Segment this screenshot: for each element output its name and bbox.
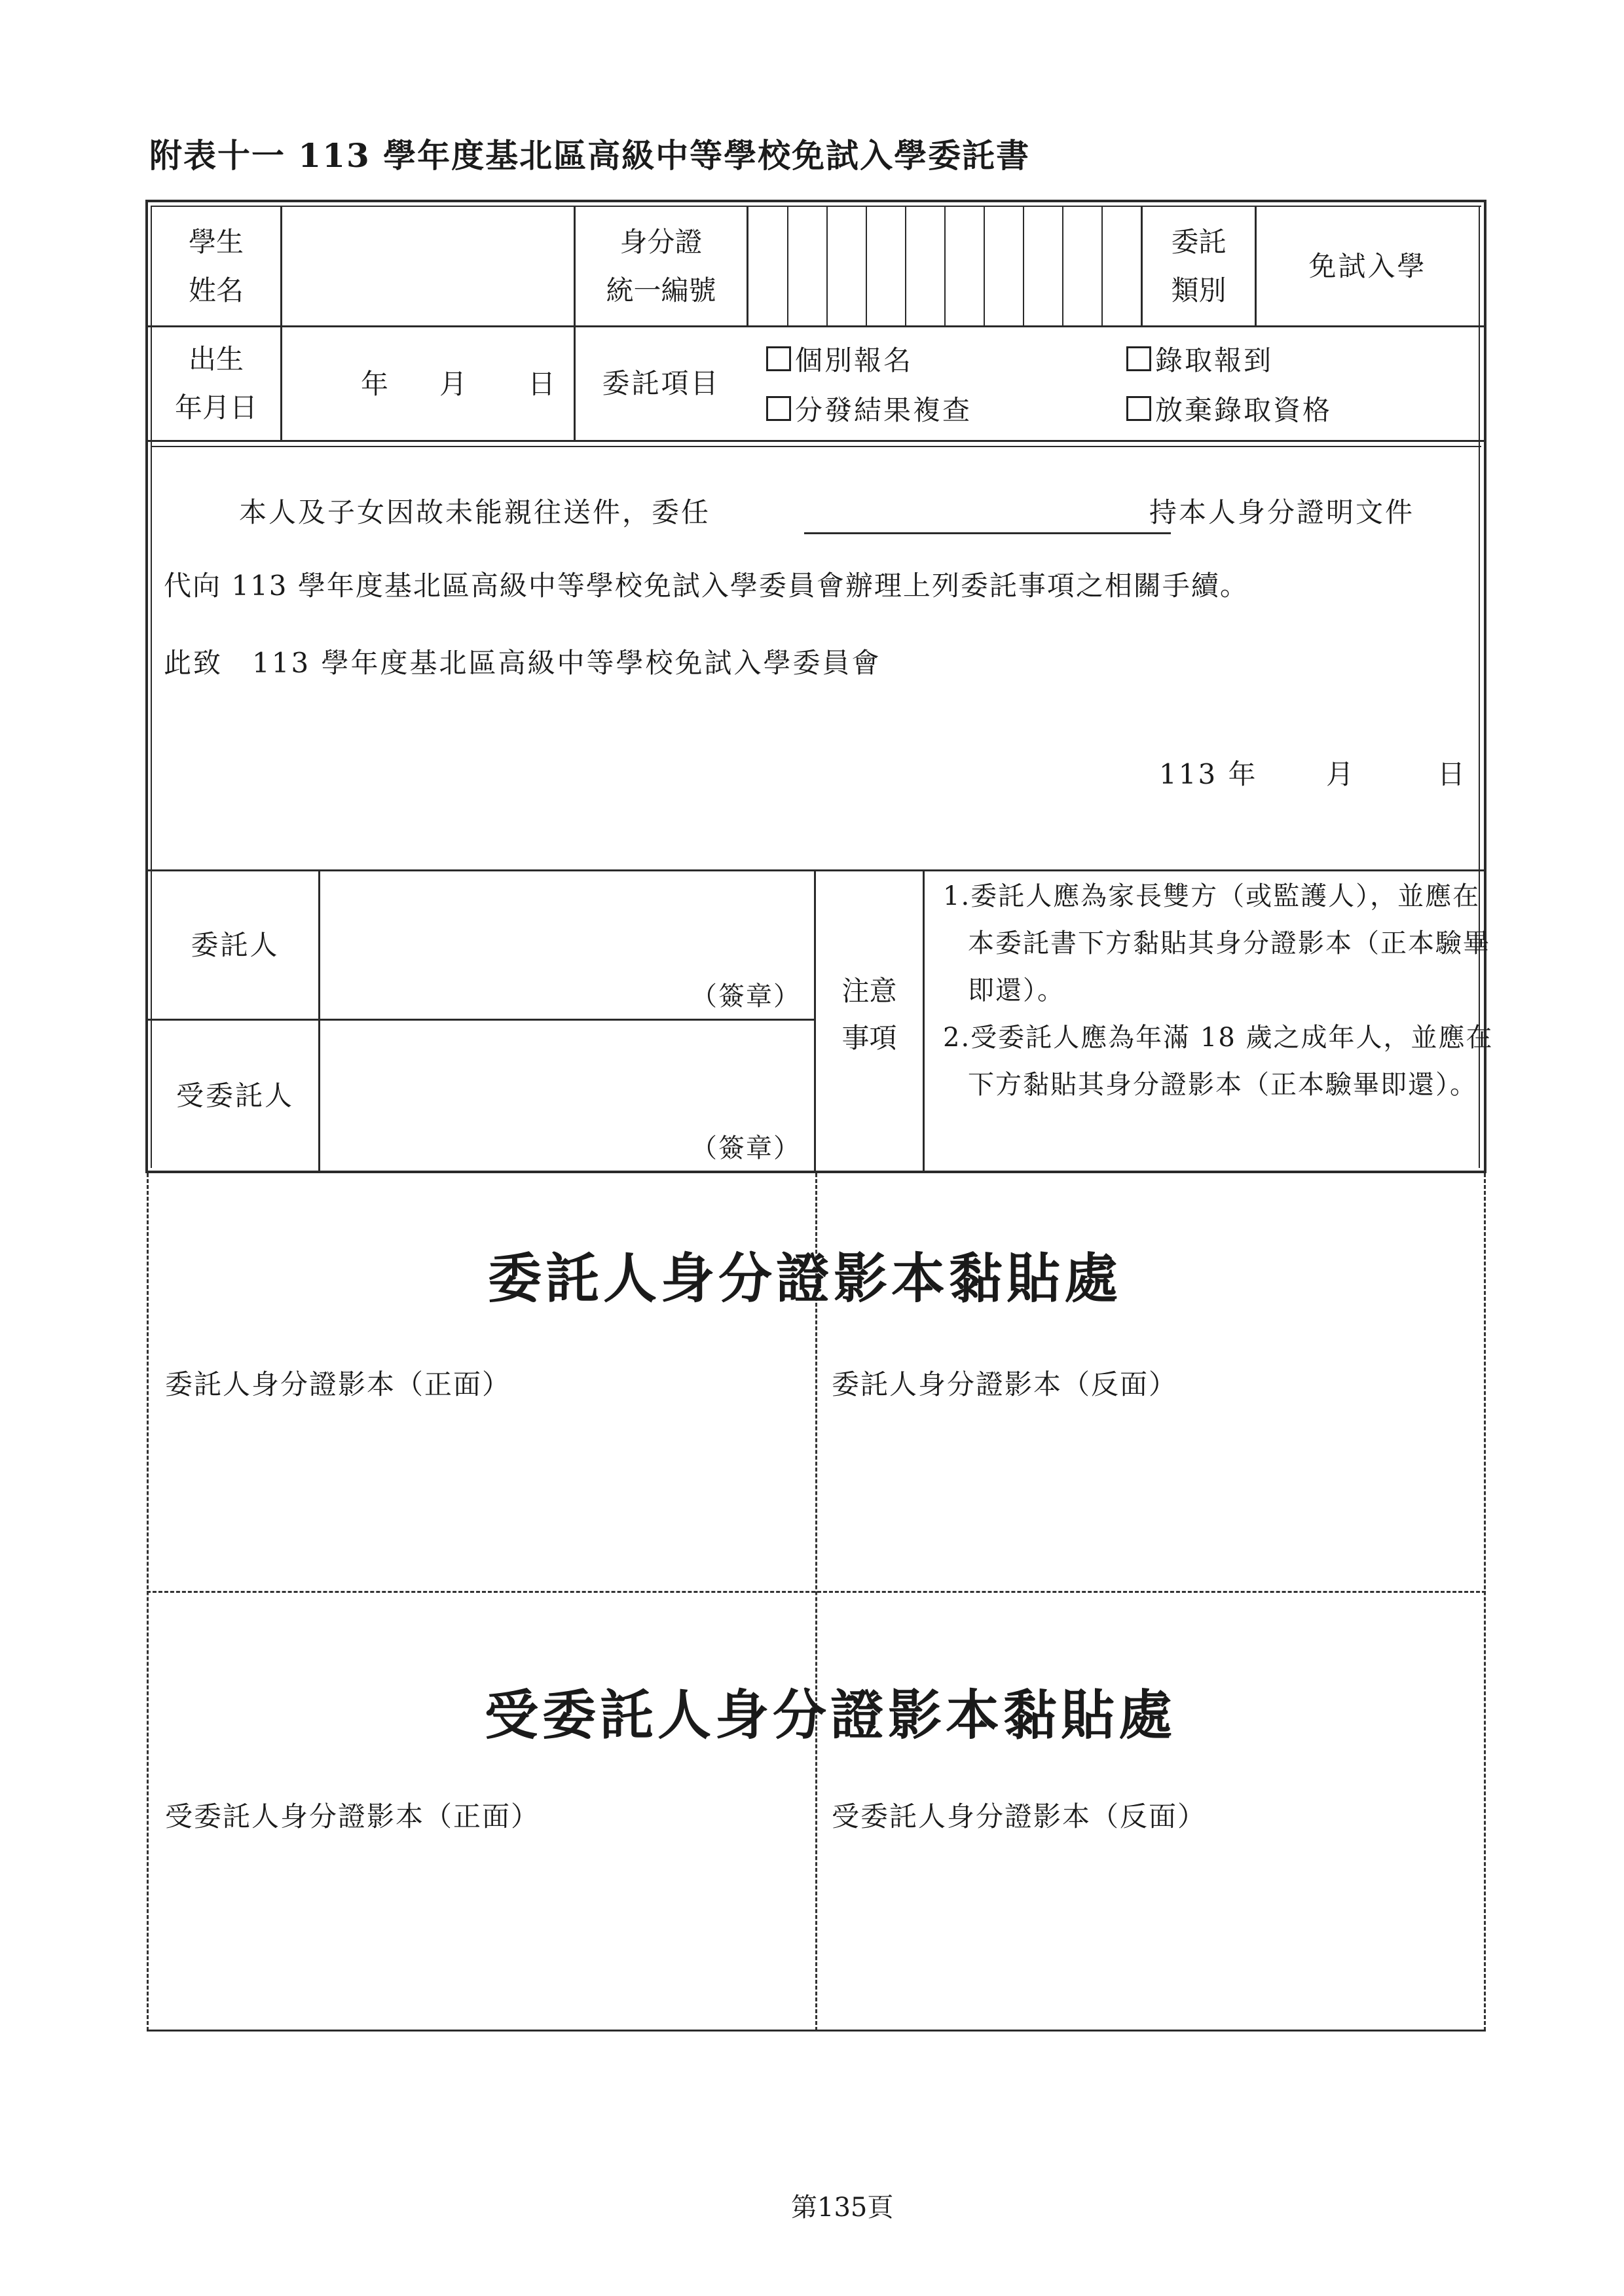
id-number-label-line2: 統一編號	[606, 274, 716, 306]
agent-id-front-label: 受委託人身分證影本（正面）	[165, 1800, 540, 1832]
paste-area-right-border	[1484, 1173, 1486, 2031]
id-number-label-line1: 身分證	[619, 225, 703, 258]
option-label: 錄取報到	[1155, 344, 1274, 376]
birth-day-unit: 日	[528, 368, 556, 400]
agent-name-underline[interactable]	[804, 532, 1171, 534]
paste-area-bottom-border	[147, 2030, 1486, 2032]
notes-label-line1: 注意	[841, 975, 897, 1007]
id-number-label	[576, 207, 747, 325]
principal-id-paste-heading: 委託人身分證影本黏貼處	[488, 1247, 1122, 1310]
note-1: 1.委託人應為家長雙方（或監護人），並應在本委託書下方黏貼其身分證影本（正本驗畢即還）。	[943, 881, 1490, 1006]
birth-year-unit: 年	[361, 368, 389, 400]
student-name-input[interactable]	[282, 207, 574, 325]
principal-label: 委託人	[191, 929, 280, 961]
principal-id-back-label: 委託人身分證影本（反面）	[832, 1368, 1178, 1400]
statement-line2: 代向 113 學年度基北區高級中等學校免試入學委員會辦理上列委託事項之相關手續。	[164, 570, 1249, 602]
row2-bottom-line-inner	[151, 446, 1481, 447]
statement-date-year: 113 年	[1159, 758, 1258, 790]
statement-line3: 此致 113 學年度基北區高級中等學校免試入學委員會	[164, 647, 881, 679]
birth-date-label-line2: 年月日	[174, 392, 257, 424]
statement-line1-end: 持本人身分證明文件	[1149, 496, 1415, 528]
checkbox-icon[interactable]	[1126, 396, 1151, 421]
agent-id-back-label: 受委託人身分證影本（反面）	[832, 1800, 1207, 1832]
table-border-top	[145, 200, 1486, 202]
option-label: 分發結果複查	[795, 394, 972, 426]
option-label: 放棄錄取資格	[1155, 394, 1333, 426]
agent-label: 受委託人	[175, 1079, 294, 1112]
option-individual-registration[interactable]	[766, 339, 913, 378]
option-label: 個別報名	[795, 344, 913, 376]
paste-area-left-border	[147, 1173, 149, 2031]
student-name-label-line2: 姓名	[188, 274, 244, 306]
student-name-label	[152, 207, 280, 325]
principal-id-front-label: 委託人身分證影本（正面）	[165, 1368, 511, 1400]
entrust-type-label	[1143, 207, 1255, 325]
checkbox-icon[interactable]	[1126, 346, 1151, 371]
row2-bottom-line	[145, 440, 1486, 442]
notes-label	[816, 956, 923, 1074]
notes-label-line2: 事項	[841, 1022, 897, 1054]
id-number-input[interactable]	[748, 207, 1141, 325]
birth-month-unit: 月	[439, 368, 468, 400]
checkbox-icon[interactable]	[766, 346, 791, 371]
paste-area-middle-divider	[147, 1591, 1486, 1593]
statement-date-day: 日	[1437, 758, 1467, 790]
birth-date-input[interactable]	[282, 327, 574, 440]
page-number: 第135頁	[791, 2193, 894, 2223]
table-border-left	[145, 200, 148, 1173]
checkbox-icon[interactable]	[766, 396, 791, 421]
entrust-type-label-line1: 委託	[1171, 225, 1227, 258]
option-result-review[interactable]	[766, 389, 972, 428]
statement-date-month: 月	[1326, 758, 1356, 790]
student-name-label-line1: 學生	[188, 225, 244, 258]
birth-date-label	[152, 327, 280, 440]
signer-divider-3	[923, 871, 925, 1172]
option-forfeit-admission[interactable]	[1126, 389, 1332, 428]
statement-line1-start: 本人及子女因故未能親往送件，委任	[239, 496, 711, 528]
entrust-type-value: 免試入學	[1308, 249, 1427, 282]
birth-date-label-line1: 出生	[188, 343, 244, 375]
page-title: 附表十一 113 學年度基北區高級中等學校免試入學委託書	[149, 136, 1031, 175]
statement-bottom-line	[145, 869, 1486, 871]
note-2: 2.受委託人應為年滿 18 歲之成年人，並應在下方黏貼其身分證影本（正本驗畢即還）。	[943, 1023, 1494, 1100]
agent-id-paste-heading: 受委託人身分證影本黏貼處	[485, 1684, 1177, 1747]
agent-seal: （簽章）	[691, 1133, 801, 1163]
entrust-type-label-line2: 類別	[1171, 274, 1227, 306]
principal-seal: （簽章）	[691, 981, 801, 1011]
option-admission-report[interactable]	[1126, 339, 1273, 378]
entrust-items-label: 委託項目	[602, 367, 720, 399]
